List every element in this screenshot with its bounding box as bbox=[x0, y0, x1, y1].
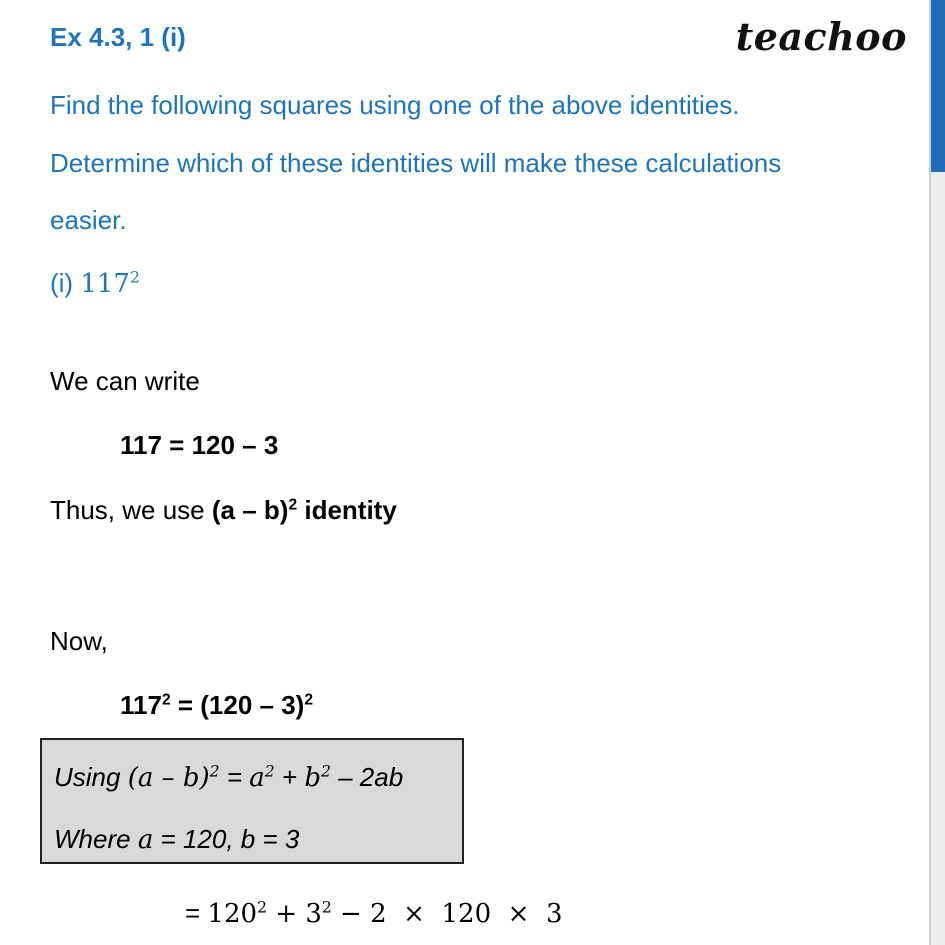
formula-a: a bbox=[249, 763, 265, 793]
identity-suffix: identity bbox=[297, 495, 397, 525]
scrollbar-track[interactable] bbox=[931, 0, 945, 945]
expansion-plus: + bbox=[266, 899, 306, 929]
formula-lhs: (a – b) bbox=[127, 763, 210, 793]
question-line-3: easier. bbox=[50, 205, 127, 235]
identity-statement bbox=[50, 495, 397, 526]
expansion-equals: = bbox=[185, 898, 208, 928]
equation-117: 117 = 120 – 3 bbox=[120, 430, 279, 460]
part-label: (i) bbox=[50, 268, 74, 298]
eq2-base: 117 bbox=[120, 690, 162, 720]
formula-rest: – 2ab bbox=[330, 762, 404, 792]
eq2-rhs-exponent: 2 bbox=[304, 691, 314, 709]
where-values: = 120, b = 3 bbox=[153, 824, 300, 854]
identity-values bbox=[54, 824, 299, 855]
now-label: Now, bbox=[50, 626, 108, 656]
part-exponent: 2 bbox=[129, 268, 140, 287]
eq2-exponent: 2 bbox=[161, 691, 171, 709]
expansion-term-1: 120 bbox=[207, 899, 258, 929]
exercise-title: Ex 4.3, 1 (i) bbox=[50, 22, 186, 52]
part-base: 117 bbox=[80, 269, 130, 299]
expansion-rest: − 2 × 120 × 3 bbox=[331, 899, 563, 929]
identity-exponent: 2 bbox=[288, 496, 298, 514]
identity-name: (a – b) bbox=[211, 495, 289, 525]
using-label: Using bbox=[54, 762, 128, 792]
question-line-2: Determine which of these identities will make these calculations bbox=[50, 148, 782, 178]
question-line-1: Find the following squares using one of the above identities. bbox=[50, 90, 740, 120]
we-can-write: We can write bbox=[50, 366, 200, 396]
where-a: a bbox=[137, 825, 154, 855]
scrollbar-thumb[interactable] bbox=[931, 0, 945, 172]
formula-b-exponent: 2 bbox=[320, 762, 331, 781]
formula-a-exponent: 2 bbox=[264, 762, 275, 781]
eq2-rhs: = (120 – 3) bbox=[170, 690, 305, 720]
expansion-term-2: 3 bbox=[305, 899, 322, 929]
expansion-line bbox=[185, 898, 563, 929]
formula-equals: = bbox=[219, 762, 250, 792]
formula-b: b bbox=[304, 763, 321, 793]
formula-plus: + bbox=[274, 762, 305, 792]
equation-117-squared bbox=[120, 690, 313, 721]
formula-lhs-exponent: 2 bbox=[209, 762, 220, 781]
identity-formula bbox=[54, 762, 403, 793]
thus-prefix: Thus, we use bbox=[50, 495, 212, 525]
expansion-term-2-exponent: 2 bbox=[321, 898, 332, 917]
expansion-term-1-exponent: 2 bbox=[257, 898, 267, 917]
question-part bbox=[50, 270, 140, 297]
where-label: Where bbox=[54, 824, 138, 854]
teachoo-logo: teachoo bbox=[735, 14, 907, 59]
identity-box bbox=[40, 738, 464, 864]
